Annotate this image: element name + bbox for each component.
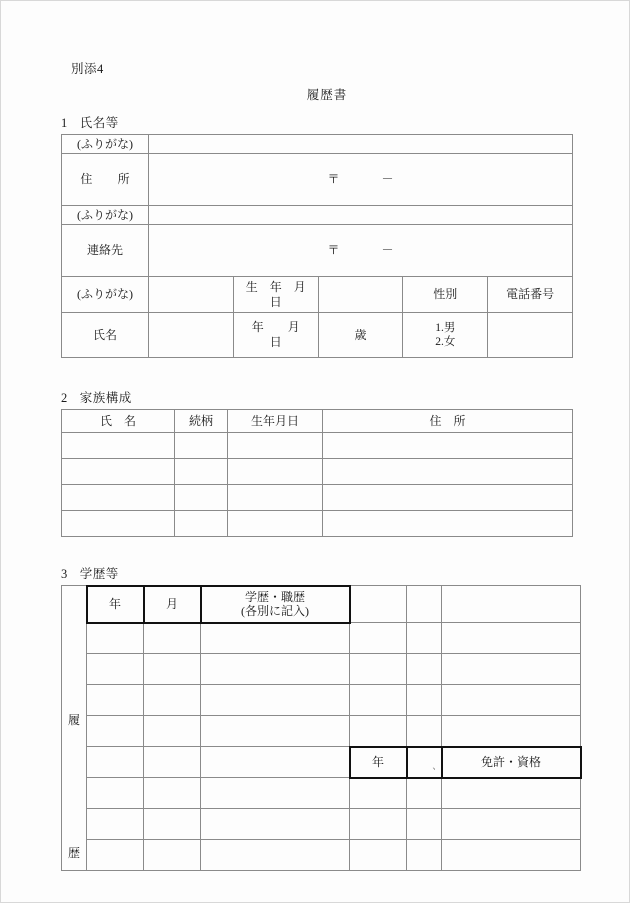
education-month-input[interactable] <box>144 778 201 809</box>
name-label: 氏名 <box>62 313 149 358</box>
family-relation-input[interactable] <box>175 511 228 537</box>
table-row <box>62 313 573 358</box>
education-history-input[interactable] <box>201 840 350 871</box>
family-address-input[interactable] <box>323 433 573 459</box>
document-body <box>61 59 573 871</box>
family-header-name: 氏 名 <box>62 410 175 433</box>
license-month-cell[interactable] <box>407 623 442 654</box>
table-row <box>62 654 581 685</box>
history-side-label <box>62 586 87 871</box>
family-address-input[interactable] <box>323 459 573 485</box>
section-1-number: 1 <box>61 116 68 130</box>
postal-mark-icon: 〒 <box>327 243 340 257</box>
table-row <box>62 225 573 277</box>
family-relation-input[interactable] <box>175 433 228 459</box>
education-month-input[interactable] <box>144 747 201 778</box>
address-label: 住 所 <box>62 154 149 206</box>
family-address-input[interactable] <box>323 485 573 511</box>
table-row <box>62 485 573 511</box>
birthdate-header-line1: 生 年 月 <box>245 279 306 294</box>
section-2-title: 家族構成 <box>79 391 132 405</box>
education-month-input[interactable] <box>144 654 201 685</box>
education-header-history <box>201 586 350 623</box>
table-row <box>62 747 581 778</box>
education-year-input[interactable] <box>87 778 144 809</box>
education-year-input[interactable] <box>87 623 144 654</box>
table-row <box>62 206 573 225</box>
family-birthdate-input[interactable] <box>228 433 323 459</box>
attachment-label: 別添4 <box>71 62 104 76</box>
family-header-relation: 続柄 <box>175 410 228 433</box>
section-3-title: 学歴等 <box>79 567 119 581</box>
education-history-input[interactable] <box>201 809 350 840</box>
address-input[interactable] <box>149 154 573 206</box>
table-row <box>62 277 573 313</box>
education-history-input[interactable] <box>201 654 350 685</box>
license-detail-cell[interactable] <box>442 623 581 654</box>
phone-input[interactable] <box>488 313 573 358</box>
license-month-cell[interactable] <box>407 586 442 623</box>
contact-furigana-label: (ふりがな) <box>62 206 149 225</box>
license-month-cell[interactable] <box>407 685 442 716</box>
document-title: 履歴書 <box>306 88 348 102</box>
license-month-cell[interactable] <box>407 840 442 871</box>
contact-input[interactable] <box>149 225 573 277</box>
family-birthdate-input[interactable] <box>228 511 323 537</box>
license-detail-cell[interactable] <box>442 654 581 685</box>
family-birthdate-input[interactable] <box>228 459 323 485</box>
license-year-cell[interactable] <box>350 809 407 840</box>
license-header-month-mark: ､ <box>432 761 437 772</box>
license-detail-cell[interactable] <box>442 778 581 809</box>
education-month-input[interactable] <box>144 809 201 840</box>
family-table <box>61 409 573 537</box>
table-row <box>62 685 581 716</box>
education-year-input[interactable] <box>87 685 144 716</box>
table-row <box>62 623 581 654</box>
license-year-cell[interactable] <box>350 685 407 716</box>
family-name-input[interactable] <box>62 459 175 485</box>
education-table <box>61 585 581 871</box>
license-month-cell[interactable] <box>407 809 442 840</box>
name-furigana-input[interactable] <box>149 277 234 313</box>
license-year-cell[interactable] <box>350 654 407 685</box>
license-year-cell[interactable] <box>350 623 407 654</box>
contact-furigana-input[interactable] <box>149 206 573 225</box>
table-row <box>62 716 581 747</box>
section-2-number: 2 <box>61 391 68 405</box>
license-header-month <box>407 747 442 778</box>
table-row <box>62 154 573 206</box>
birthdate-input[interactable] <box>233 313 318 358</box>
table-row <box>62 135 573 154</box>
education-month-input[interactable] <box>144 840 201 871</box>
license-year-cell[interactable] <box>350 778 407 809</box>
education-year-input[interactable] <box>87 716 144 747</box>
history-side-label-bottom: 歴 <box>67 846 80 860</box>
postal-dash: － <box>381 172 394 186</box>
education-header-history-line2: (各別に記入) <box>241 604 309 618</box>
license-month-cell[interactable] <box>407 654 442 685</box>
education-header-year: 年 <box>87 586 144 623</box>
phone-header: 電話番号 <box>488 277 573 313</box>
education-year-input[interactable] <box>87 840 144 871</box>
license-detail-cell[interactable] <box>442 809 581 840</box>
section-1-label <box>61 113 573 131</box>
education-header-month: 月 <box>144 586 201 623</box>
education-year-input[interactable] <box>87 654 144 685</box>
family-relation-input[interactable] <box>175 459 228 485</box>
age-input[interactable] <box>318 313 403 358</box>
license-detail-cell[interactable] <box>442 716 581 747</box>
family-name-input[interactable] <box>62 433 175 459</box>
education-history-input[interactable] <box>201 685 350 716</box>
license-month-cell[interactable] <box>407 716 442 747</box>
table-row <box>62 840 581 871</box>
license-detail-cell[interactable] <box>442 840 581 871</box>
education-year-input[interactable] <box>87 809 144 840</box>
license-year-cell[interactable] <box>350 586 407 623</box>
education-history-input[interactable] <box>201 778 350 809</box>
personal-info-table <box>61 134 573 358</box>
age-header <box>318 277 403 313</box>
contact-label: 連絡先 <box>62 225 149 277</box>
history-side-label-top: 履 <box>67 713 80 727</box>
name-input[interactable] <box>149 313 234 358</box>
birthdate-header <box>233 277 318 313</box>
table-row <box>62 809 581 840</box>
license-month-cell[interactable] <box>407 778 442 809</box>
table-row <box>62 433 573 459</box>
birthdate-day: 日 <box>269 335 282 349</box>
education-month-input[interactable] <box>144 716 201 747</box>
table-row <box>62 778 581 809</box>
table-row <box>62 459 573 485</box>
family-name-input[interactable] <box>62 485 175 511</box>
name-furigana-label: (ふりがな) <box>62 277 149 313</box>
education-month-input[interactable] <box>144 685 201 716</box>
age-unit: 歳 <box>354 327 367 342</box>
family-birthdate-input[interactable] <box>228 485 323 511</box>
gender-option-female[interactable]: 2.女 <box>435 336 456 348</box>
education-year-input[interactable] <box>87 747 144 778</box>
education-header-history-line1: 学歴・職歴 <box>244 589 305 604</box>
section-2-label <box>61 388 573 406</box>
birthdate-header-line2: 日 <box>269 294 282 309</box>
education-history-input[interactable] <box>201 747 350 778</box>
gender-options[interactable] <box>403 313 488 358</box>
gender-header: 性別 <box>403 277 488 313</box>
license-detail-cell[interactable] <box>442 586 581 623</box>
family-header-address: 住 所 <box>323 410 573 433</box>
license-year-cell[interactable] <box>350 716 407 747</box>
family-header-birthdate: 生年月日 <box>228 410 323 433</box>
license-header-year: 年 <box>350 747 407 778</box>
address-furigana-label: (ふりがな) <box>62 135 149 154</box>
postal-dash: － <box>381 243 394 257</box>
table-header-row <box>62 586 581 623</box>
table-header-row <box>62 410 573 433</box>
section-3-number: 3 <box>61 567 68 581</box>
education-history-input[interactable] <box>201 716 350 747</box>
gender-option-male[interactable]: 1.男 <box>435 321 456 334</box>
address-furigana-input[interactable] <box>149 135 573 154</box>
education-history-input[interactable] <box>201 623 350 654</box>
license-detail-cell[interactable] <box>442 685 581 716</box>
license-year-cell[interactable] <box>350 840 407 871</box>
family-name-input[interactable] <box>62 511 175 537</box>
education-month-input[interactable] <box>144 623 201 654</box>
section-1-title: 氏名等 <box>79 116 119 130</box>
postal-mark-icon: 〒 <box>327 172 340 186</box>
birthdate-year-month: 年 月 <box>251 320 300 334</box>
section-3-label <box>61 564 573 582</box>
table-row <box>62 511 573 537</box>
family-address-input[interactable] <box>323 511 573 537</box>
family-relation-input[interactable] <box>175 485 228 511</box>
license-header-title: 免許・資格 <box>442 747 581 778</box>
